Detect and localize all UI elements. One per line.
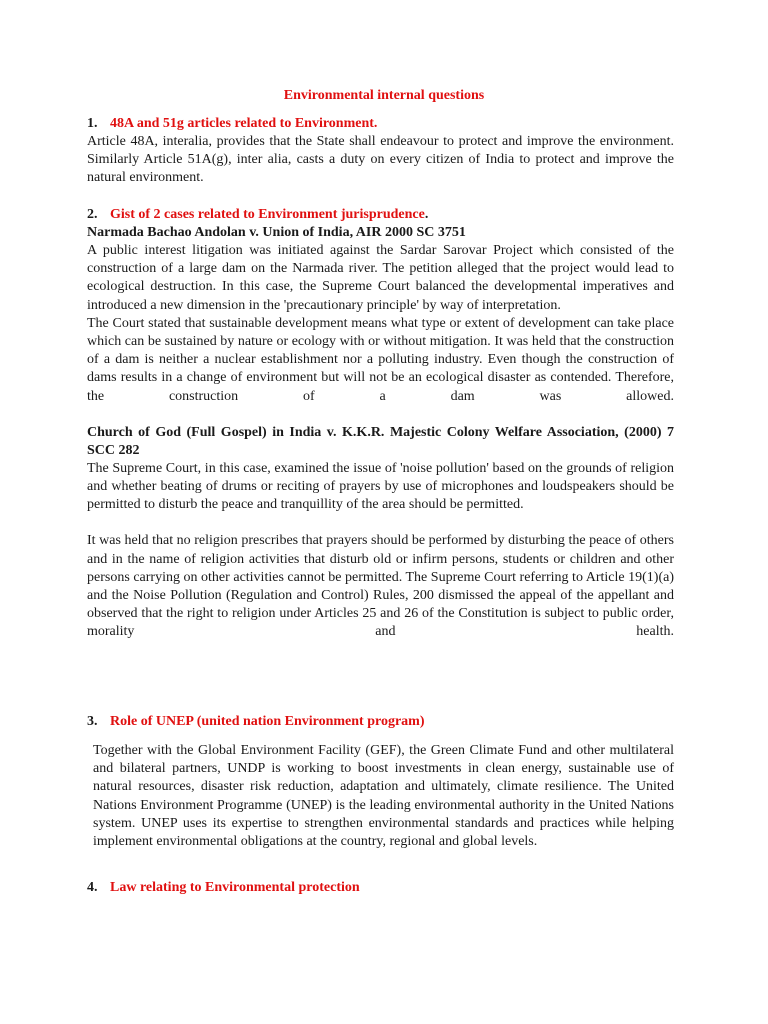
section-2-heading (87, 206, 674, 224)
section-3-paragraph: Together with the Global Environment Facility (GEF), the Green Climate Fund and other multilateral and bilateral partners, UNDP is working to boost investments in clean energy, sustainable use of natural resources, disaster risk reduction, adaptation and ultimately, climate resilience. The United Nations Environment Programme (UNEP) is the leading environmental authority in the United Nations system. UNEP uses its expertise to strengthen environmental standards and practices while helping implement environmental obligations at the country, regional and global levels. (93, 743, 674, 850)
section-3-body (93, 742, 674, 851)
section-2-heading-period: . (424, 207, 429, 222)
section-1 (87, 115, 674, 188)
case-1-paragraph-2: The Court stated that sustainable development means what type or extent of development can take place which can be sustained by nature or ecology with or without mitigation. It was held that the construction of a dam is neither a nuclear establishment nor a polluting industry. Even though the construction of dams results in a change of environment but will not be an ecological disaster as contended. Therefore, the construction of a dam was allowed. (87, 315, 674, 404)
section-4 (87, 879, 674, 897)
section-3-heading-text: Role of UNEP (united nation Environment program) (110, 714, 425, 729)
section-3-heading (87, 713, 674, 731)
section-1-number: 1. (87, 116, 98, 131)
case-1-paragraph-1: A public interest litigation was initiated against the Sardar Sarovar Project which consisted of the construction of a large dam on the Narmada river. The petition alleged that the project would lead to ecological destruction. In this case, the Supreme Court balanced the developmental imperatives and introduced a new dimension in the 'precautionary principle' by way of interpretation. (87, 243, 674, 313)
section-4-number: 4. (87, 880, 98, 895)
section-4-heading-text: Law relating to Environmental protection (110, 880, 360, 895)
case-2-title: Church of God (Full Gospel) in India v. K.K.R. Majestic Colony Welfare Association, (2000) 7 SCC 282 (87, 424, 674, 458)
section-2 (87, 206, 674, 642)
document-title: Environmental internal questions (283, 88, 485, 103)
section-4-heading (87, 879, 674, 897)
section-1-heading (87, 115, 674, 133)
case-2-paragraph-2: It was held that no religion prescribes that prayers should be performed by disturbing the peace of others and in the name of religion activities that disturb old or infirm persons, students or children and other persons carrying on other activities cannot be permitted. The Supreme Court referring to Article 19(1)(a) and the Noise Pollution (Regulation and Control) Rules, 200 dismissed the appeal of the appellant and observed that the right to religion under Articles 25 and 26 of the Constitution is subject to public order, morality and health. (87, 533, 674, 640)
case-1-title: Narmada Bachao Andolan v. Union of India, AIR 2000 SC 3751 (87, 225, 466, 240)
section-1-heading-text: 48A and 51g articles related to Environment. (110, 116, 378, 131)
section-2-heading-text: Gist of 2 cases related to Environment jurisprudence (110, 207, 425, 222)
section-3-number: 3. (87, 714, 98, 729)
case-2-paragraph-1: The Supreme Court, in this case, examined the issue of 'noise pollution' based on the grounds of religion and whether beating of drums or reciting of prayers by use of microphones and loudspeakers should be permitted to disturb the peace and tranquillity of the area should be permitted. (87, 460, 674, 513)
section-3 (87, 713, 674, 731)
section-1-paragraph: Article 48A, interalia, provides that the State shall endeavour to protect and improve the environment. Similarly Article 51A(g), inter alia, casts a duty on every citizen of India to protect and improve the natural environment. (87, 134, 674, 186)
section-2-number: 2. (87, 207, 98, 222)
